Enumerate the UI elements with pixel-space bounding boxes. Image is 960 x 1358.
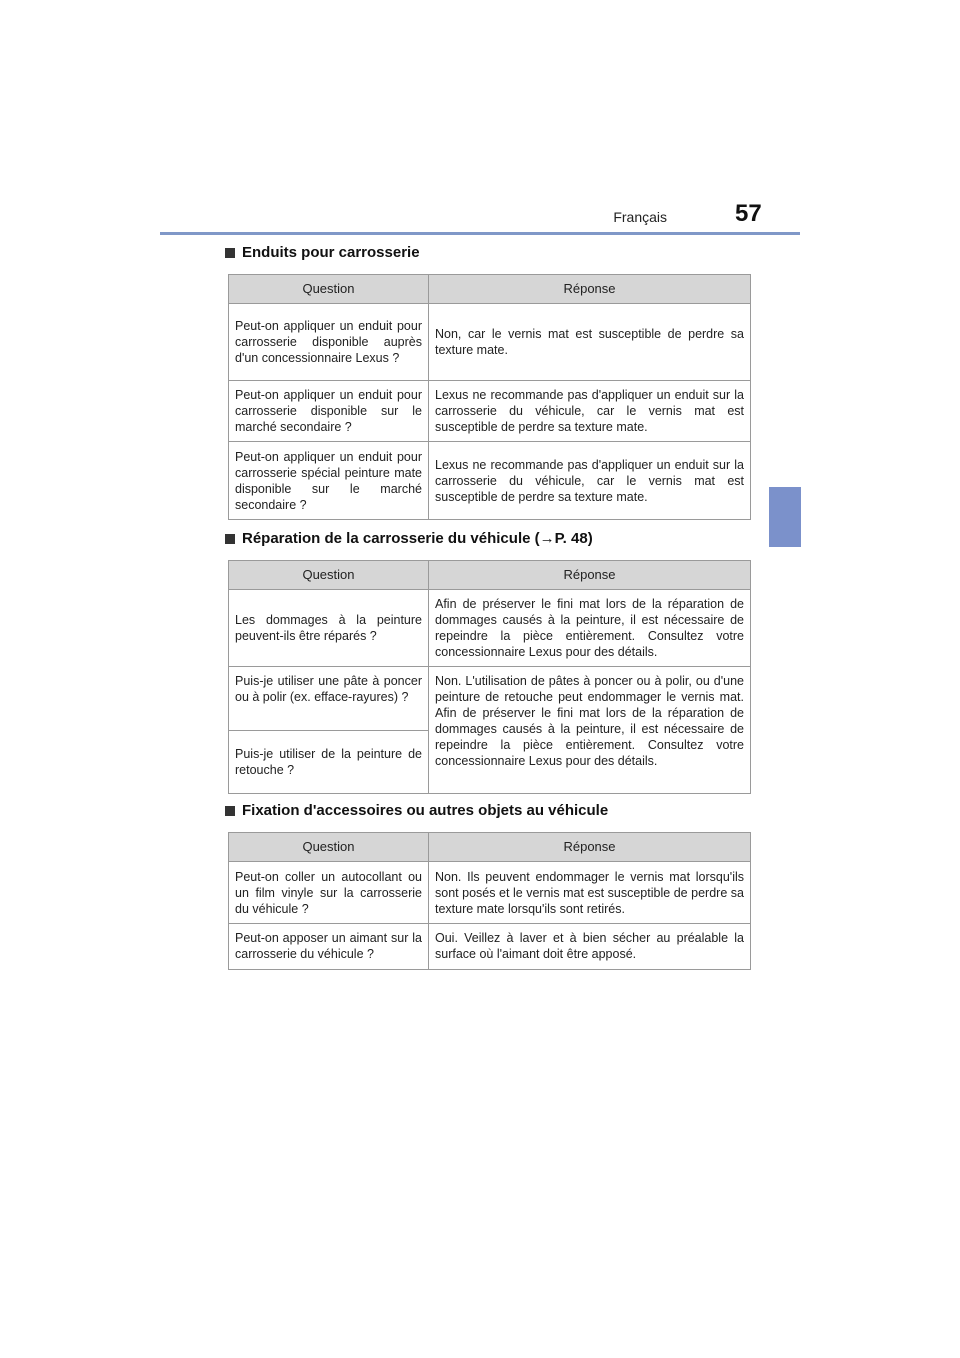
table-row xyxy=(229,862,751,924)
table-row xyxy=(229,381,751,442)
square-bullet-icon xyxy=(225,806,235,816)
square-bullet-icon xyxy=(225,248,235,258)
table-enduits xyxy=(228,274,751,520)
column-header-reponse: Réponse xyxy=(429,275,751,304)
header-divider xyxy=(160,232,800,235)
answer-cell: Afin de préserver le fini mat lors de la réparation de dommages causés à la peinture, il est nécessaire de repeindre la pièce entièrement. Consultez votre concessionnaire Lexus pour des détails. xyxy=(429,590,751,667)
question-cell: Puis-je utiliser une pâte à poncer ou à polir (ex. efface-rayures) ? xyxy=(229,667,429,731)
column-header-question: Question xyxy=(229,561,429,590)
answer-cell: Lexus ne recommande pas d'appliquer un enduit sur la carrosserie du véhicule, car le vernis mat est susceptible de perdre sa texture mate. xyxy=(429,381,751,442)
column-header-question: Question xyxy=(229,275,429,304)
question-cell: Peut-on coller un autocollant ou un film vinyle sur la carrosserie du véhicule ? xyxy=(229,862,429,924)
section-title-text: Enduits pour carrosserie xyxy=(242,244,420,261)
column-header-reponse: Réponse xyxy=(429,561,751,590)
question-cell: Peut-on apposer un aimant sur la carrosserie du véhicule ? xyxy=(229,924,429,970)
column-header-reponse: Réponse xyxy=(429,833,751,862)
question-cell: Puis-je utiliser de la peinture de retouche ? xyxy=(229,731,429,794)
table-reparation xyxy=(228,560,751,794)
table-fixation xyxy=(228,832,751,970)
answer-cell: Lexus ne recommande pas d'appliquer un enduit sur la carrosserie du véhicule, car le vernis mat est susceptible de perdre sa texture mate. xyxy=(429,442,751,520)
answer-cell: Non. Ils peuvent endommager le vernis mat lorsqu'ils sont posés et le vernis mat est susceptible de perdre sa texture mate lorsqu'ils sont retirés. xyxy=(429,862,751,924)
question-cell: Peut-on appliquer un enduit pour carrosserie disponible sur le marché secondaire ? xyxy=(229,381,429,442)
answer-cell: Oui. Veillez à laver et à bien sécher au préalable la surface où l'aimant doit être apposé. xyxy=(429,924,751,970)
table-row xyxy=(229,924,751,970)
square-bullet-icon xyxy=(225,534,235,544)
question-cell: Peut-on appliquer un enduit pour carrosserie disponible auprès d'un concessionnaire Lexus ? xyxy=(229,304,429,381)
section-title-fixation xyxy=(225,802,608,819)
answer-cell: Non. L'utilisation de pâtes à poncer ou à polir, ou d'une peinture de retouche peut endommager le vernis mat. Afin de préserver le fini mat lors de la réparation de dommages causés à la peinture, il est nécessaire de repeindre la pièce entièrement. Consultez votre concessionnaire Lexus pour des détails. xyxy=(429,667,751,794)
table-row xyxy=(229,590,751,667)
question-cell: Les dommages à la peinture peuvent-ils être réparés ? xyxy=(229,590,429,667)
chapter-tab xyxy=(769,487,801,547)
column-header-question: Question xyxy=(229,833,429,862)
question-cell: Peut-on appliquer un enduit pour carrosserie spécial peinture mate disponible sur le marché secondaire ? xyxy=(229,442,429,520)
header-language: Français xyxy=(613,209,667,225)
table-row xyxy=(229,304,751,381)
page-number: 57 xyxy=(735,200,762,227)
table-row xyxy=(229,667,751,731)
section-title-text: Réparation de la carrosserie du véhicule (→P. 48) xyxy=(242,530,593,547)
answer-cell: Non, car le vernis mat est susceptible de perdre sa texture mate. xyxy=(429,304,751,381)
section-title-text: Fixation d'accessoires ou autres objets au véhicule xyxy=(242,802,609,819)
section-title-enduits xyxy=(225,244,420,261)
section-title-reparation xyxy=(225,530,593,547)
table-row xyxy=(229,442,751,520)
